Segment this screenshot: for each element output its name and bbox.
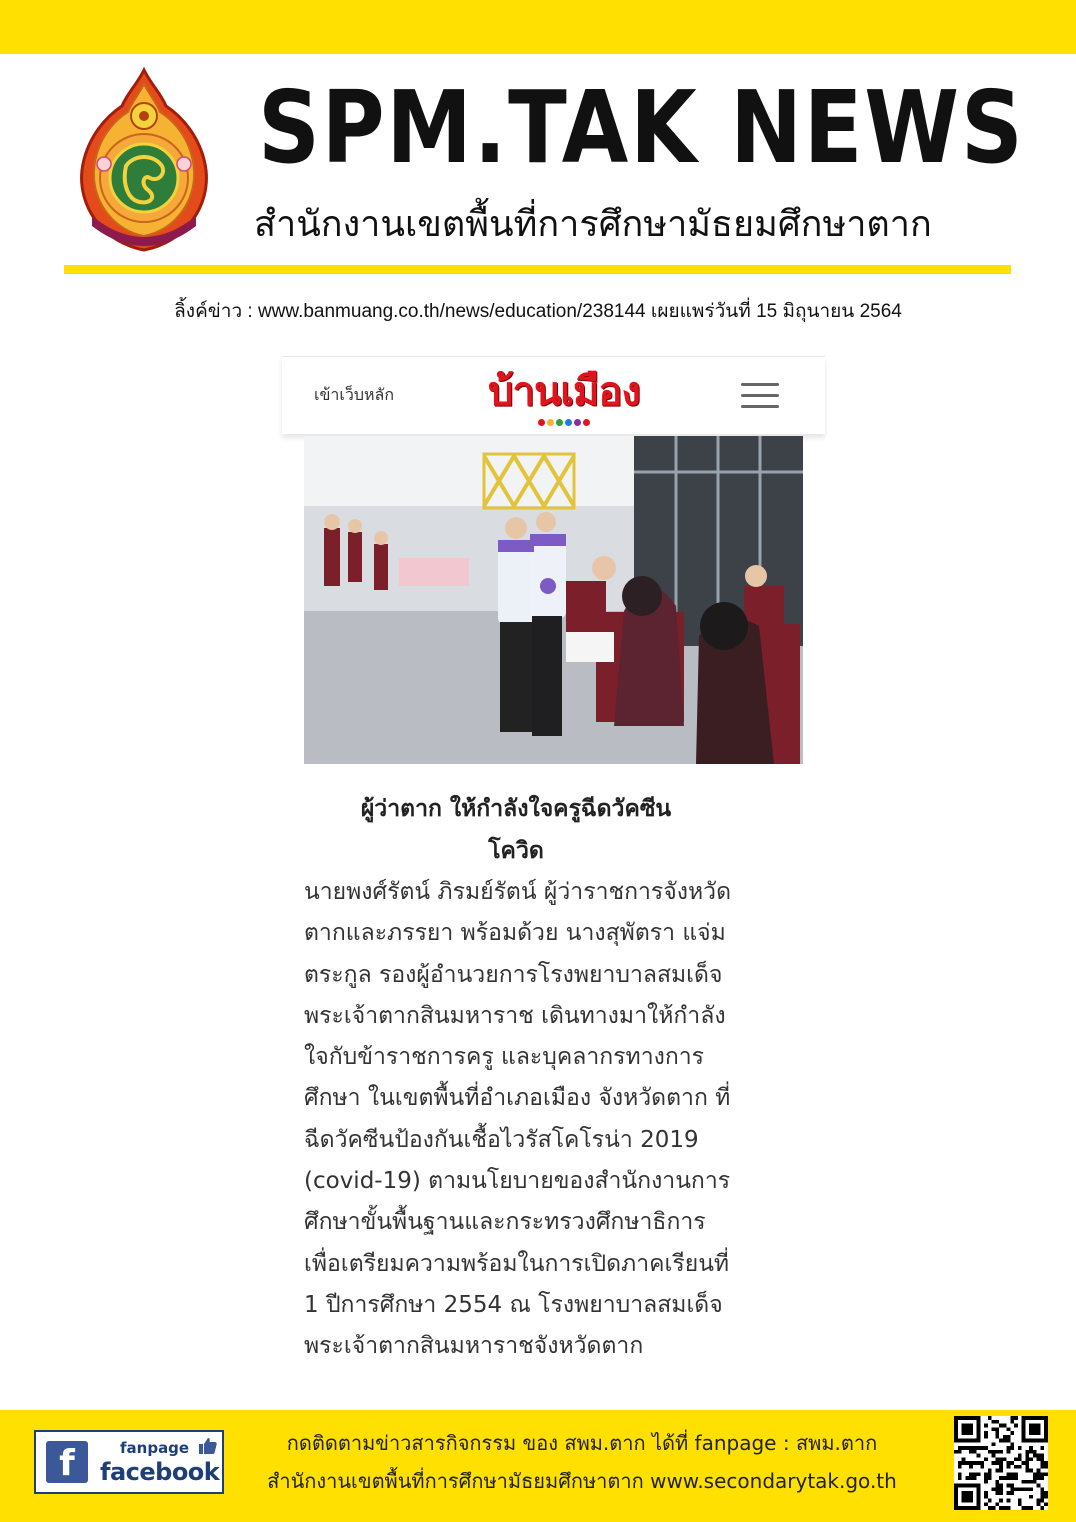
news-photo [304, 436, 803, 764]
article-screenshot [282, 356, 825, 1366]
body-line: ตระกูล รองผู้อำนวยการโรงพยาบาลสมเด็จ [304, 961, 723, 988]
article-site-header [282, 356, 825, 434]
body-line: 1 ปีการศึกษา 2554 ณ โรงพยาบาลสมเด็จ [304, 1291, 723, 1318]
obec-seal-logo [74, 66, 214, 256]
body-line: ศึกษาขั้นพื้นฐานและกระทรวงศึกษาธิการ [304, 1209, 706, 1236]
footer-bar [0, 1410, 1076, 1522]
body-line: (covid-19) ตามนโยบายของสำนักงานการ [304, 1168, 731, 1195]
body-line: ฉีดวัคซีนป้องกันเชื้อไวรัสโคโรน่า 2019 [304, 1126, 699, 1153]
fanpage-label: fanpage [120, 1439, 190, 1457]
article-body [304, 872, 814, 1368]
body-line: นายพงศ์รัตน์ ภิรมย์รัตน์ ผู้ว่าราชการจังหวัด [304, 879, 732, 905]
footer-website-text[interactable]: สำนักงานเขตพื้นที่การศึกษามัธยมศึกษาตาก www.secondarytak.go.th [267, 1469, 897, 1493]
headline-line: โควิด [488, 838, 544, 864]
body-line: ศึกษา ในเขตพื้นที่อำเภอเมือง จังหวัดตาก ที่ [304, 1085, 731, 1112]
home-link[interactable]: เข้าเว็บหลัก [314, 385, 395, 404]
header-divider [64, 265, 1011, 274]
newspaper-logo[interactable] [440, 363, 688, 431]
headline-line: ผู้ว่าตาก ให้กำลังใจครูฉีดวัคซีน [360, 796, 672, 822]
logo-color-dots [440, 419, 688, 429]
facebook-wordmark: facebook [100, 1458, 220, 1486]
facebook-icon: f [46, 1441, 88, 1483]
source-link-line[interactable]: ลิ้งค์ข่าว : www.banmuang.co.th/news/education/238144 เผยแพร่วันที่ 15 มิถุนายน 2564 [174, 301, 902, 322]
body-line: ตากและภรรยา พร้อมด้วย นางสุพัตรา แจ่ม [304, 920, 726, 947]
body-line: พระเจ้าตากสินมหาราช เดินทางมาให้กำลัง [304, 1002, 726, 1029]
brand-title: SPM.TAK NEWS [258, 69, 1025, 186]
brand-subtitle: สำนักงานเขตพื้นที่การศึกษามัธยมศึกษาตาก [254, 204, 932, 245]
footer-follow-text: กดติดตามข่าวสารกิจกรรม ของ สพม.ตาก ได้ที่ fanpage : สพม.ตาก [286, 1431, 878, 1455]
body-line: เพื่อเตรียมความพร้อมในการเปิดภาคเรียนที่ [304, 1250, 730, 1277]
hamburger-menu-icon[interactable] [741, 381, 779, 411]
top-yellow-bar [0, 0, 1076, 54]
qr-code-icon[interactable] [954, 1416, 1048, 1510]
newspaper-logo-text: บ้านเมือง [488, 369, 640, 415]
thumbs-up-icon [198, 1436, 218, 1456]
body-line: พระเจ้าตากสินมหาราชจังหวัดตาก [304, 1333, 644, 1360]
body-line: ใจกับข้าราชการครู และบุคลากรทางการ [304, 1044, 705, 1071]
facebook-fanpage-badge[interactable] [34, 1430, 224, 1494]
article-headline [306, 788, 726, 872]
